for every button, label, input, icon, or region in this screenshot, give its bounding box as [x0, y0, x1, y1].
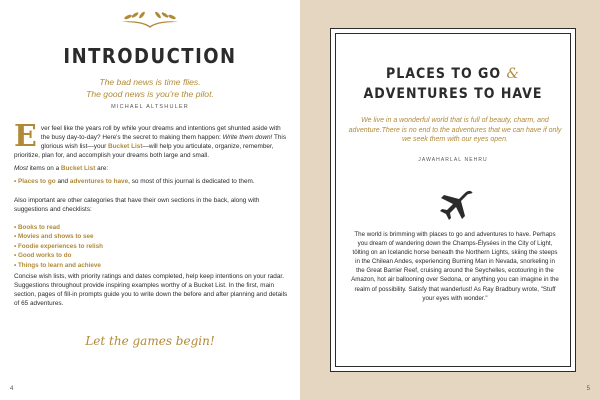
page-number-left: 4 — [10, 386, 14, 392]
section-epigraph: We live in a wonderful world that is full of beauty, charm, and adventure.There is no end to the adventures that we can have if only we seek them with our eyes open. — [348, 117, 562, 143]
laurel-icon — [118, 10, 182, 30]
adventures-to-have: adventures to have, — [69, 178, 130, 185]
list-item: • Things to learn and achieve — [14, 261, 101, 269]
intro-text-b: This glorious wish list—your — [40, 134, 287, 151]
intro-text-c: —will help you articulate, organize, remember, prioritize, plan for, and accomplish your dreams both large and small. — [14, 143, 274, 160]
title-places: PLACES TO GO — [386, 66, 502, 82]
section-epigraph-attribution: JAWAHARLAL NEHRU — [418, 157, 488, 163]
most-bucket-list: Bucket List — [60, 165, 96, 172]
list-item: • Good works to do — [14, 252, 72, 260]
places-text: so most of this journal is dedicated to them. — [129, 178, 255, 185]
dropcap: E — [14, 119, 37, 154]
section-title-line-2: ADVENTURES TO HAVE — [363, 86, 543, 102]
epigraph-line-1: The bad news is time flies. — [99, 77, 201, 87]
most-emphasis: Most — [14, 165, 28, 172]
places-bullet — [14, 177, 290, 186]
page-title: INTRODUCTION — [63, 44, 237, 68]
list-item: • Movies and shows to see — [14, 233, 94, 241]
category-list — [14, 223, 284, 270]
places-to-go: Places to go — [18, 178, 56, 185]
card-inner-border — [335, 33, 571, 367]
section-title-line-1 — [336, 66, 570, 82]
categories-paragraph: Also important are other categories that have their own sections in the back, along with suggestions and checklists: — [14, 197, 260, 214]
most-text-end: are: — [95, 165, 109, 172]
right-page — [300, 0, 600, 400]
most-items-paragraph — [14, 164, 290, 173]
epigraph-line-2: The good news is you're the pilot. — [86, 89, 214, 99]
title-ampersand: & — [506, 66, 520, 82]
wish-lists-paragraph: Concise wish lists, with priority ratings and dates completed, help keep intentions on your radar. Suggestions throughout provide inspiring examples worthy of a Bucket List. In the first, main section, pages of fill-in prompts guide you to write down the before and after planning and details of 65 adventures. — [14, 273, 288, 308]
places-and: and — [55, 178, 70, 185]
feature-card — [330, 28, 576, 372]
page-number-right: 5 — [586, 386, 590, 392]
intro-bucket-list: Bucket List — [108, 143, 143, 151]
list-item: • Foodie experiences to relish — [14, 242, 103, 250]
closing-line: Let the games begin! — [85, 334, 215, 348]
bullet: • — [14, 178, 19, 185]
epigraph-attribution: MICHAEL ALTSHULER — [111, 104, 189, 110]
list-item: • Books to read — [14, 224, 60, 231]
section-body: The world is brimming with places to go and adventures to have. Perhaps you dream of wandering down the Champs-Élysées in the City of Light, tölting on an Icelandic horse beneath the Northern Lights, skiing the steeps in the Chilean Andes, experiencing Burning Man in Nevada, snorkeling in the Great Barrier Reef, cruising around the Seychelles, ecotouring in the Amazon, hot air ballooning over Sedona, or anything you can imagine in the realm of possibility. Satisfy that wanderlust! As Ray Bradbury wrote, "Stuff your eyes with wonder." — [351, 231, 559, 302]
airplane-icon — [436, 186, 476, 226]
most-text: items on a — [27, 165, 61, 172]
intro-text-a: ver feel like the years roll by while your dreams and intentions get shunted aside with the busy day-to-day? Here's the secret to making them happen: — [40, 125, 281, 142]
intro-emphasis: Write them down! — [222, 134, 273, 142]
epigraph — [0, 76, 300, 100]
intro-paragraph — [14, 119, 290, 160]
